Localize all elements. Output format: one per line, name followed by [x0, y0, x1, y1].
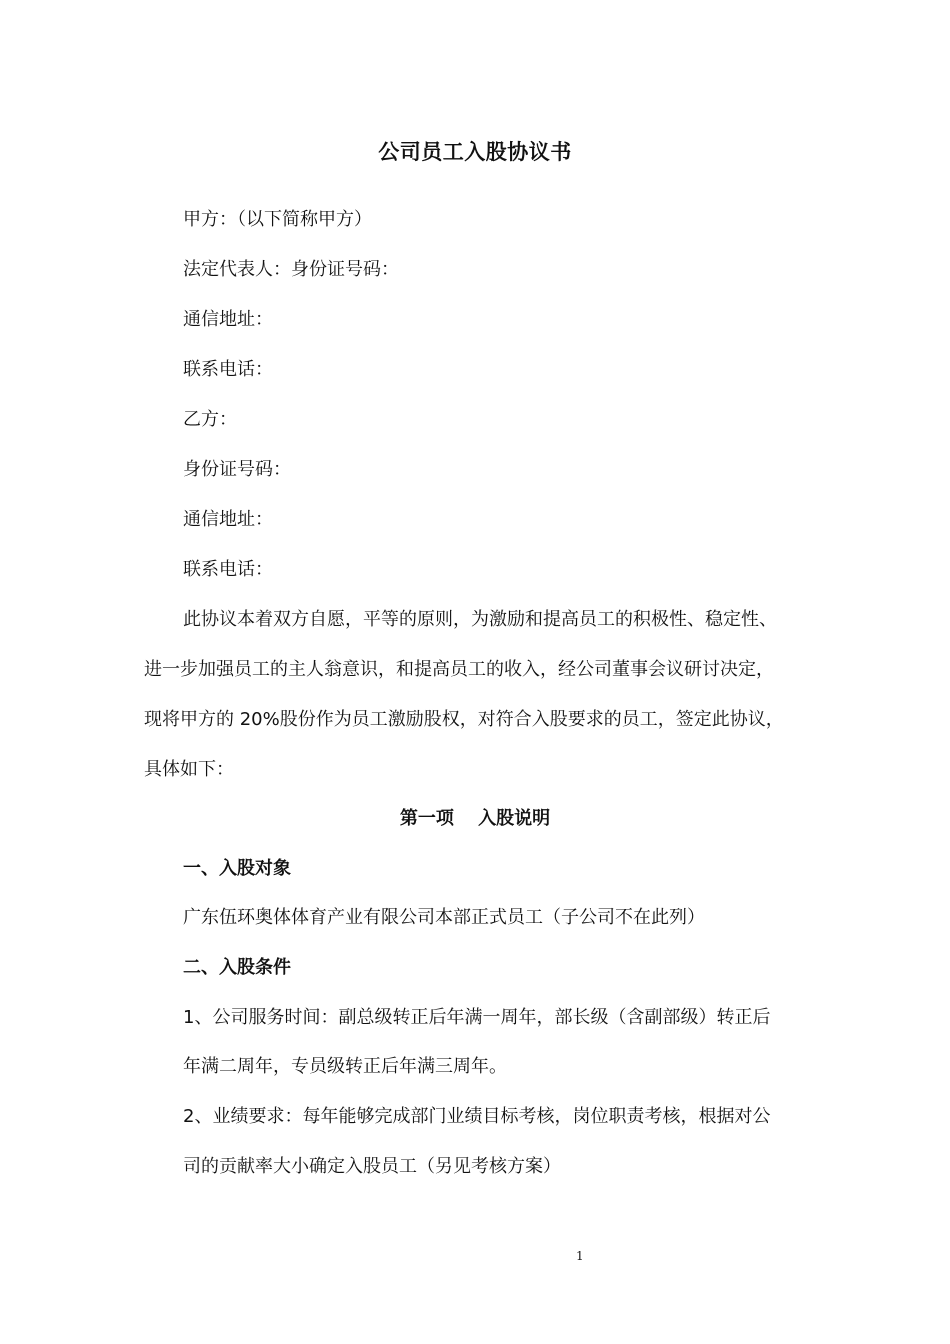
intro-paragraph-line: 具体如下：	[144, 759, 234, 780]
condition-line: 年满二周年，专员级转正后年满三周年。	[183, 1056, 507, 1077]
party-a-representative-line: 法定代表人：身份证号码：	[183, 259, 399, 280]
subsection-text: 广东伍环奥体体育产业有限公司本部正式员工（子公司不在此列）	[183, 907, 705, 928]
intro-paragraph-line: 进一步加强员工的主人翁意识，和提高员工的收入，经公司董事会议研讨决定，	[144, 659, 774, 680]
party-b-id-line: 身份证号码：	[183, 459, 291, 480]
subsection-heading: 一、入股对象	[183, 858, 291, 879]
condition-line: 司的贡献率大小确定入股员工（另见考核方案）	[183, 1156, 561, 1177]
document-title: 公司员工入股协议书	[378, 140, 572, 164]
party-b-phone-line: 联系电话：	[183, 559, 273, 580]
party-b-line: 乙方：	[183, 409, 237, 430]
intro-paragraph-line: 现将甲方的 20%股份作为员工激励股权，对符合入股要求的员工，签定此协议，	[144, 709, 784, 730]
party-b-address-line: 通信地址：	[183, 509, 273, 530]
condition-line: 2、业绩要求：每年能够完成部门业绩目标考核，岗位职责考核，根据对公	[183, 1106, 771, 1127]
party-a-phone-line: 联系电话：	[183, 359, 273, 380]
condition-line: 1、公司服务时间：副总级转正后年满一周年，部长级（含副部级）转正后	[183, 1007, 771, 1028]
intro-paragraph-line: 此协议本着双方自愿，平等的原则，为激励和提高员工的积极性、稳定性、	[183, 609, 777, 630]
subsection-heading: 二、入股条件	[183, 957, 291, 978]
party-a-line: 甲方：（以下简称甲方）	[183, 209, 372, 230]
party-a-address-line: 通信地址：	[183, 309, 273, 330]
section-heading: 第一项 入股说明	[399, 808, 551, 829]
page-number: 1	[576, 1249, 584, 1263]
